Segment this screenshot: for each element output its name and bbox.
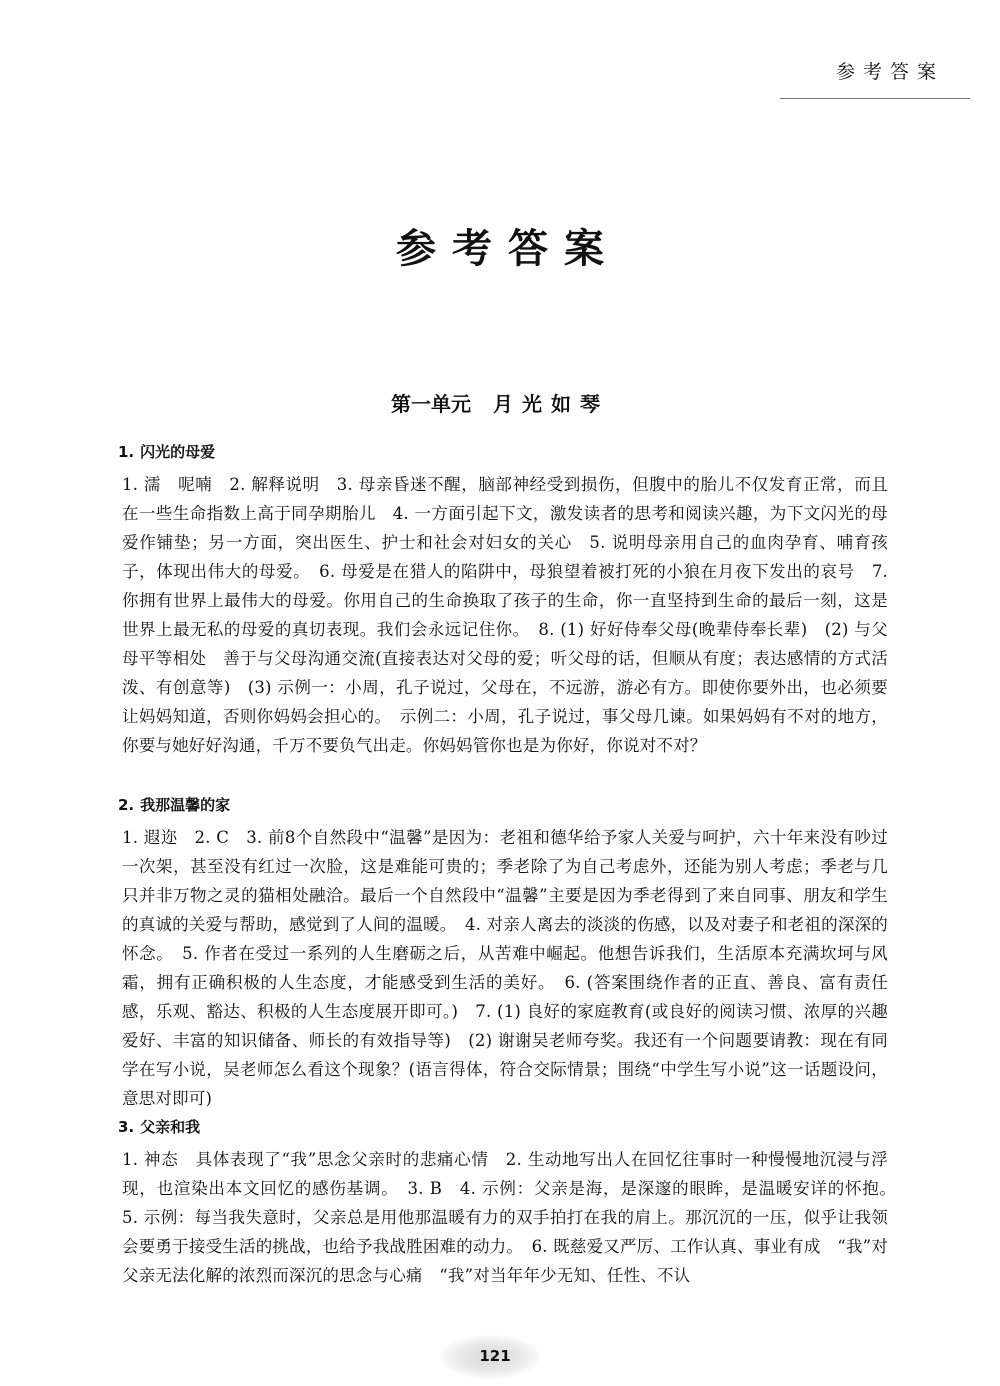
page-number: 121 bbox=[479, 1347, 511, 1365]
section-number: 3. bbox=[118, 1118, 135, 1136]
section-number: 1. bbox=[118, 443, 135, 461]
unit-name: 月光如琴 bbox=[493, 392, 609, 416]
answer-section-3 bbox=[118, 1116, 905, 1290]
section-heading bbox=[118, 1116, 888, 1137]
answer-section-2 bbox=[118, 794, 888, 1113]
section-heading bbox=[118, 441, 888, 462]
header-divider bbox=[780, 98, 970, 99]
section-answers: 1. 遐迩 2. C 3. 前8个自然段中“温馨”是因为：老祖和德华给予家人关爱与呵护，六十年来没有吵过一次架，甚至没有红过一次脸，这是难能可贵的；季老除了为自己考虑外，还能为别人考虑；季老与几只并非万物之灵的猫相处融洽。最后一个自然段中“温馨”主要是因为季老得到了来自同事、朋友和学生的真诚的关爱与帮助，感觉到了人间的温暖。 4. 对亲人离去的淡淡的伤感，以及对妻子和老祖的深深的怀念。 5. 作者在受过一系列的人生磨砺之后，从苦难中崛起。他想告诉我们，生活原本充满坎坷与风霜，拥有正确积极的人生态度，才能感受到生活的美好。 6. (答案围绕作者的正直、善良、富有责任感，乐观、豁达、积极的人生态度展开即可。) 7. (1) 良好的家庭教育(或良好的阅读习惯、浓厚的兴趣爱好、丰富的知识储备、师长的有效指导等) (2) 谢谢吴老师夸奖。我还有一个问题要请教：现在有同学在写小说，吴老师怎么看这个现象？(语言得体，符合交际情景；围绕“中学生写小说”这一话题设问，意思对即可) bbox=[122, 828, 888, 1108]
unit-label: 第一单元 bbox=[391, 392, 471, 416]
running-header: 参考答案 bbox=[835, 61, 944, 83]
section-answers: 1. 濡 呢喃 2. 解释说明 3. 母亲昏迷不醒，脑部神经受到损伤，但腹中的胎儿不仅发育正常，而且在一些生命指数上高于同孕期胎儿 4. 一方面引起下文，激发读者的思考和阅读兴趣，为下文闪光的母爱作铺垫；另一方面，突出医生、护士和社会对妇女的关心 5. 说明母亲用自己的血肉孕育、哺育孩子，体现出伟大的母爱。 6. 母爱是在猎人的陷阱中，母狼望着被打死的小狼在月夜下发出的哀号 7. 你拥有世界上最伟大的母爱。你用自己的生命换取了孩子的生命，你一直坚持到生命的最后一刻，这是世界上最无私的母爱的真切表现。我们会永远记住你。 8. (1) 好好侍奉父母(晚辈侍奉长辈) (2) 与父母平等相处 善于与父母沟通交流(直接表达对父母的爱；听父母的话，但顺从有度；表达感情的方式活泼、有创意等) (3) 示例一：小周，孔子说过，父母在，不远游，游必有方。即使你要外出，也必须要让妈妈知道，否则你妈妈会担心的。 示例二：小周，孔子说过，事父母几谏。如果妈妈有不对的地方，你要与她好好沟通，千万不要负气出走。你妈妈管你也是为你好，你说对不对？ bbox=[122, 475, 888, 755]
section-answers: 1. 神态 具体表现了“我”思念父亲时的悲痛心情 2. 生动地写出人在回忆往事时一种慢慢地沉浸与浮现，也渲染出本文回忆的感伤基调。 3. B 4. 示例：父亲是海，是深邃的眼眸，是温暖安详的怀抱。 5. 示例：每当我失意时，父亲总是用他那温暖有力的双手拍打在我的肩上。那沉沉的一压，似乎让我领会要勇于接受生活的挑战，也给予我战胜困难的动力。 6. 既慈爱又严厉、工作认真、事业有成 “我”对父亲无法化解的浓烈而深沉的思念与心痛 “我”对当年年少无知、任性、不认 bbox=[122, 1150, 905, 1285]
section-heading bbox=[118, 794, 888, 815]
page-title: 参考答案 bbox=[396, 226, 620, 272]
unit-title bbox=[0, 388, 1000, 417]
section-title: 闪光的母爱 bbox=[140, 443, 216, 461]
answer-section-1 bbox=[118, 441, 888, 760]
section-title: 父亲和我 bbox=[140, 1118, 201, 1136]
section-number: 2. bbox=[118, 796, 135, 814]
section-title: 我那温馨的家 bbox=[140, 796, 231, 814]
